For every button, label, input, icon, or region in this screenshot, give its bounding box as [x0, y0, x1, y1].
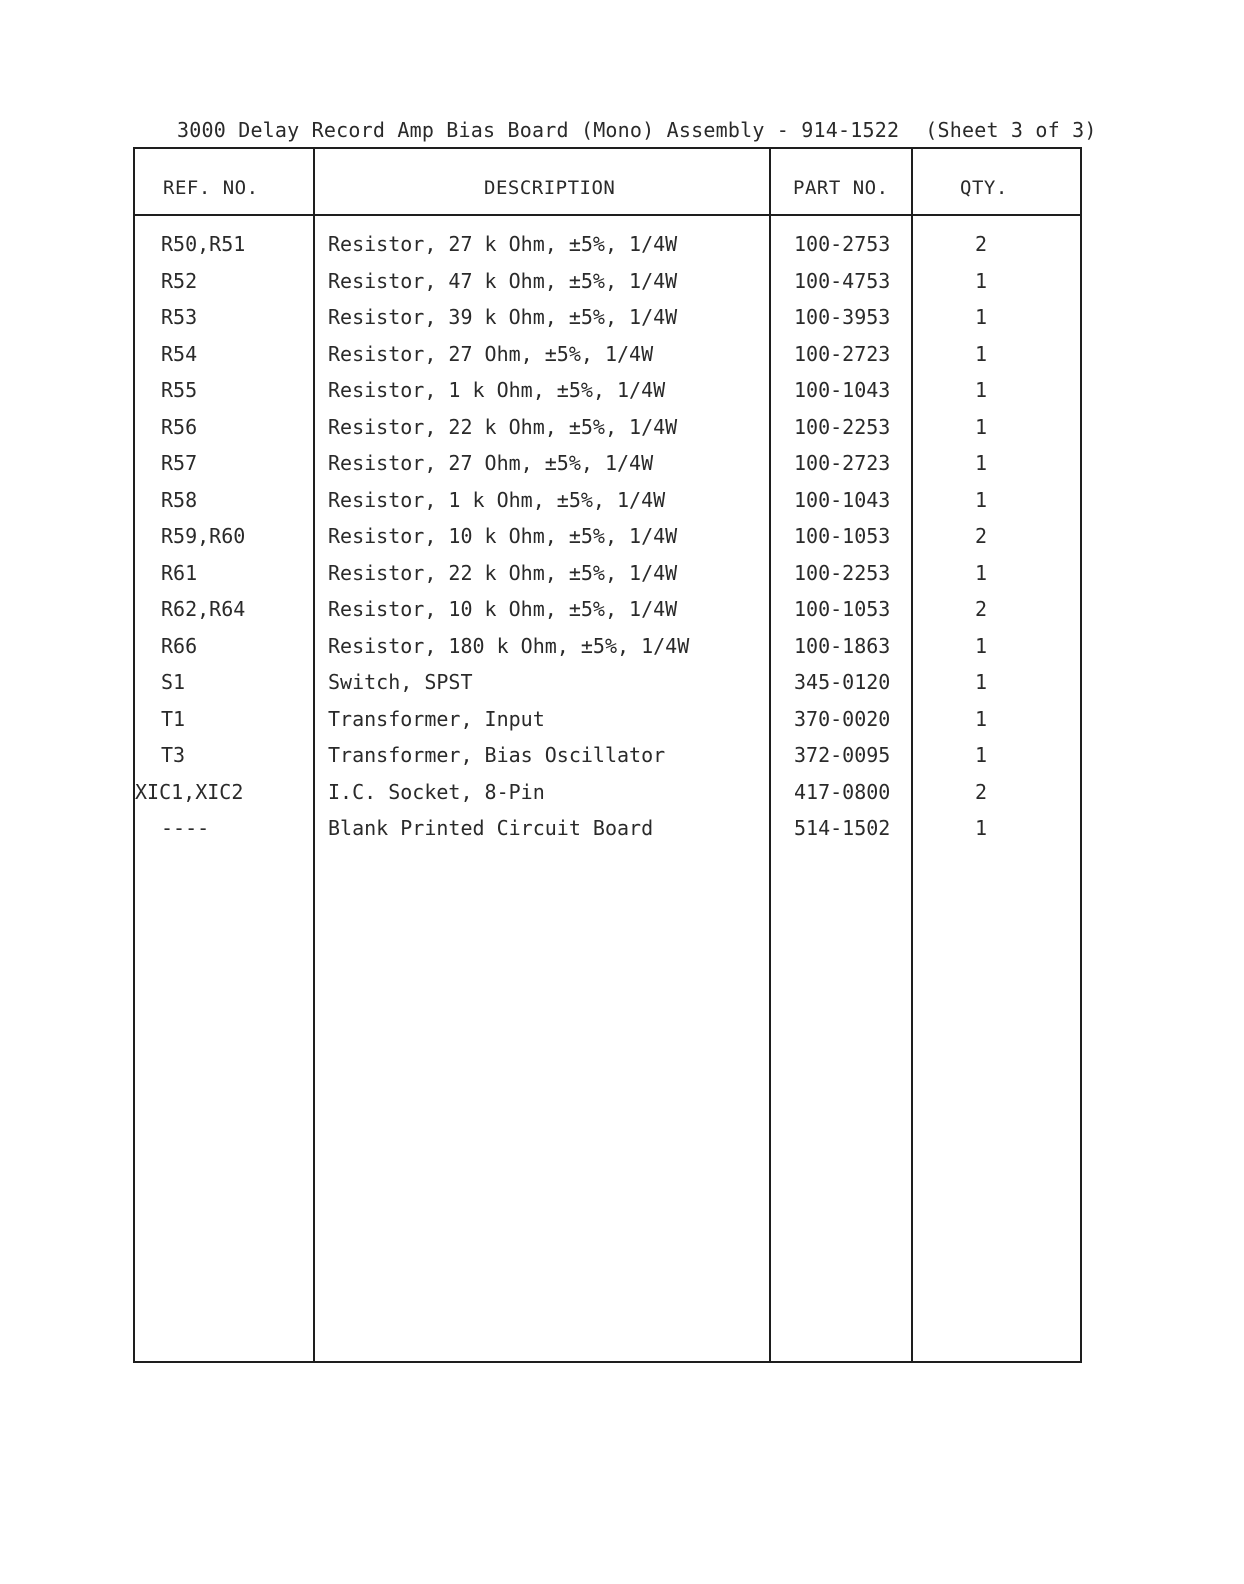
qty: 1	[975, 560, 988, 585]
description: Switch, SPST	[328, 670, 473, 694]
parts-table	[133, 147, 1082, 1363]
qty: 1	[975, 378, 988, 402]
description: Resistor, 22 k Ohm, ±5%, 1/4W	[328, 414, 678, 439]
part-no: 345-0120	[794, 670, 891, 694]
ref-no: R66	[161, 633, 198, 658]
description: Resistor, 1 k Ohm, ±5%, 1/4W	[328, 487, 666, 512]
part-no: 100-2253	[794, 560, 891, 585]
description: Resistor, 1 k Ohm, ±5%, 1/4W	[328, 378, 666, 402]
part-no: 100-1863	[794, 633, 891, 658]
description: Resistor, 27 Ohm, ±5%, 1/4W	[328, 451, 654, 475]
ref-no: R54	[161, 341, 198, 366]
ref-no: R55	[161, 378, 198, 402]
table-row	[135, 305, 1080, 342]
qty: 1	[975, 341, 988, 366]
sheet-indicator: (Sheet 3 of 3)	[925, 118, 1097, 142]
table-row	[135, 816, 1080, 853]
table-row	[135, 342, 1080, 379]
qty: 1	[975, 451, 988, 475]
qty: 1	[975, 743, 988, 767]
description: Blank Printed Circuit Board	[328, 816, 654, 840]
qty: 1	[975, 268, 988, 293]
qty: 2	[975, 597, 988, 621]
description: Transformer, Input	[328, 706, 545, 731]
qty: 1	[975, 816, 988, 840]
document-title	[177, 118, 1097, 142]
table-row	[135, 524, 1080, 561]
qty: 1	[975, 305, 988, 329]
ref-no: R52	[161, 268, 198, 293]
ref-no: R62,R64	[161, 597, 246, 621]
ref-no: R57	[161, 451, 198, 475]
table-row	[135, 561, 1080, 598]
table-row	[135, 634, 1080, 671]
description: Resistor, 10 k Ohm, ±5%, 1/4W	[328, 524, 678, 548]
ref-no: R56	[161, 414, 198, 439]
description: Transformer, Bias Oscillator	[328, 743, 666, 767]
table-row	[135, 707, 1080, 744]
description: I.C. Socket, 8-Pin	[328, 779, 545, 804]
header-ref-no: REF. NO.	[163, 177, 259, 199]
description: Resistor, 47 k Ohm, ±5%, 1/4W	[328, 268, 678, 293]
description: Resistor, 27 k Ohm, ±5%, 1/4W	[328, 232, 678, 256]
part-no: 100-2723	[794, 451, 891, 475]
ref-no: R58	[161, 487, 198, 512]
table-row	[135, 269, 1080, 306]
ref-no: S1	[161, 670, 186, 694]
ref-no: R53	[161, 305, 198, 329]
ref-no: T1	[161, 706, 186, 731]
part-no: 100-2253	[794, 414, 891, 439]
part-no: 100-1043	[794, 378, 891, 402]
description: Resistor, 180 k Ohm, ±5%, 1/4W	[328, 633, 690, 658]
ref-no: R59,R60	[161, 524, 246, 548]
part-no: 100-1053	[794, 597, 891, 621]
part-no: 100-2723	[794, 341, 891, 366]
table-row	[135, 488, 1080, 525]
part-no: 372-0095	[794, 743, 891, 767]
table-row	[135, 743, 1080, 780]
header-divider	[135, 214, 1080, 216]
qty: 2	[975, 232, 988, 256]
qty: 2	[975, 779, 988, 804]
description: Resistor, 27 Ohm, ±5%, 1/4W	[328, 341, 654, 366]
qty: 1	[975, 670, 988, 694]
ref-no: R50,R51	[161, 232, 246, 256]
table-row	[135, 670, 1080, 707]
part-no: 100-1053	[794, 524, 891, 548]
qty: 1	[975, 706, 988, 731]
header-part-no: PART NO.	[793, 177, 889, 199]
table-body	[135, 232, 1080, 853]
qty: 1	[975, 487, 988, 512]
table-row	[135, 780, 1080, 817]
qty: 1	[975, 414, 988, 439]
table-row	[135, 451, 1080, 488]
ref-no: XIC1,XIC2	[135, 779, 244, 804]
part-no: 100-1043	[794, 487, 891, 512]
part-no: 100-2753	[794, 232, 891, 256]
ref-no: ----	[161, 816, 210, 840]
header-qty: QTY.	[960, 177, 1008, 199]
description: Resistor, 39 k Ohm, ±5%, 1/4W	[328, 305, 678, 329]
part-no: 100-3953	[794, 305, 891, 329]
description: Resistor, 10 k Ohm, ±5%, 1/4W	[328, 597, 678, 621]
table-row	[135, 378, 1080, 415]
part-no: 514-1502	[794, 816, 891, 840]
table-row	[135, 415, 1080, 452]
ref-no: T3	[161, 743, 186, 767]
qty: 2	[975, 524, 988, 548]
part-no: 370-0020	[794, 706, 891, 731]
assembly-title: 3000 Delay Record Amp Bias Board (Mono) Assembly - 914-1522	[177, 118, 900, 142]
part-no: 100-4753	[794, 268, 891, 293]
table-row	[135, 597, 1080, 634]
table-row	[135, 232, 1080, 269]
description: Resistor, 22 k Ohm, ±5%, 1/4W	[328, 560, 678, 585]
header-description: DESCRIPTION	[484, 177, 616, 199]
part-no: 417-0800	[794, 779, 891, 804]
qty: 1	[975, 633, 988, 658]
ref-no: R61	[161, 560, 198, 585]
